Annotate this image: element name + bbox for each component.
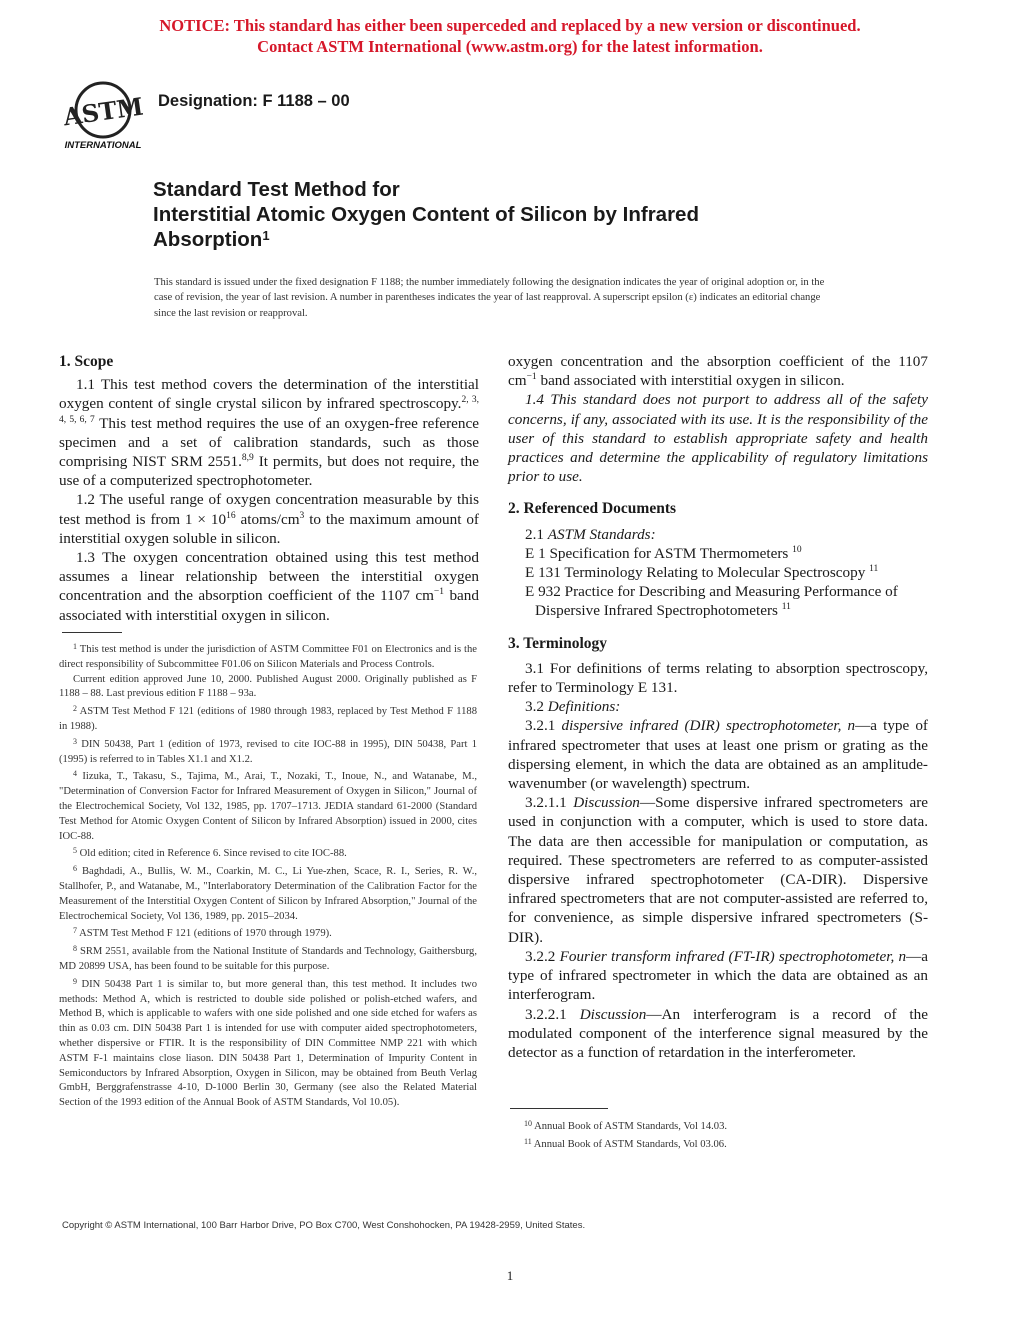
footnote-text: SRM 2551, available from the National Institute of Standards and Technology, Gaithersburg, MD 20899 USA, has been found to be suitable for this purpose.	[59, 946, 477, 972]
right-column	[508, 352, 928, 1062]
para-1-1: 1.1 This test method covers the determination of the interstitial oxygen content of single crystal silicon by infrared spectroscopy.$^{2, 3, 4, 5, 6, 7}$ This test method requires the use of an oxygen-free reference specimen and a set of calibration standards, such as those comprising NIST SRM 2551.$^{8,9}$ It permits, but does not require, the use of a computerized spectrophotometer.	[59, 376, 480, 490]
footnote	[59, 924, 477, 942]
designation: Designation: F 1188 – 00	[158, 92, 350, 110]
footnote-number: 10	[524, 1119, 532, 1128]
footnote-number: 4	[73, 769, 77, 779]
copyright-footer: Copyright © ASTM International, 100 Barr Harbor Drive, PO Box C700, West Conshohocken, PA 19428-2959, United States.	[62, 1220, 586, 1231]
section-2-heading: 2. Referenced Documents	[508, 500, 677, 518]
footnote-number: 6	[73, 864, 77, 874]
footnote	[59, 975, 477, 1111]
footnote	[59, 862, 477, 924]
footnote	[510, 1117, 928, 1135]
footnote-number: 5	[73, 846, 77, 856]
footnote-number: 3	[73, 736, 77, 746]
footnote-rule-right	[510, 1108, 608, 1109]
ref-e1: E 1 Specification for ASTM Thermometers $^{10}$	[525, 544, 802, 562]
section-1-heading: 1. Scope	[59, 353, 114, 370]
footnote	[59, 673, 477, 703]
footnote-text: Annual Book of ASTM Standards, Vol 14.03.	[534, 1121, 728, 1132]
footnote	[510, 1135, 928, 1153]
footnotes-left	[59, 640, 477, 1111]
footnote-text: Old edition; cited in Reference 6. Since revised to cite IOC-88.	[79, 848, 347, 860]
footnote-number: 9	[73, 976, 77, 986]
title-line-2: Interstitial Atomic Oxygen Content of Silicon by Infrared	[153, 203, 699, 226]
title-line-3: Absorption$^1$	[153, 228, 270, 251]
para-3-1: 3.1 For definitions of terms relating to absorption spectroscopy, refer to Terminology E 131.	[508, 659, 928, 697]
footnote-text: ASTM Test Method F 121 (editions of 1970 through 1979).	[79, 928, 332, 940]
para-3-2-1: 3.2.1 dispersive infrared (DIR) spectrophotometer, n—a type of infrared spectrometer that uses at least one prism or grating as the dispersing element, in which the data are obtained as an amplitude-wavenumber (or wavelength) spectrum.	[508, 717, 928, 793]
footnote-number: 7	[73, 926, 77, 936]
astm-logo-icon	[60, 78, 146, 152]
footnote-text: DIN 50438, Part 1 (edition of 1973, revised to cite IOC-88 in 1995), DIN 50438, Part 1 (1995) is referred to in Tables X1.1 and X1.2.	[59, 738, 477, 765]
footnote-text: This test method is under the jurisdiction of ASTM Committee F01 on Electronics and is the direct responsibility of Subcommittee F01.06 on Silicon Materials and Process Controls.	[59, 644, 477, 670]
footnote-text: ASTM Test Method F 121 (editions of 1980 through 1983, replaced by Test Method F 1188 in 1988).	[59, 706, 477, 732]
footnote	[59, 640, 477, 673]
footnote-number: 11	[524, 1136, 532, 1146]
footnote	[59, 844, 477, 862]
footnote-rule-left	[62, 632, 122, 633]
footnote-text: DIN 50438 Part 1 is similar to, but more general than, this test method. It includes two methods: Method A, which is restricted to double side polished or polish-etched wafers, and Method B, which is applicable to wafers with one side polished and one side etched for wafers as thin as 0.03 cm. DIN 50438 Part 1 is intended for use with computer aided spectrophotometers, whether dispersive or FTIR. It is the responsibility of DIN Committee NMP 221 with which ASTM F-1 maintains close liason. DIN 50438 Part 1, Determination of Impurity Content in Semiconductors by Infrared Absorption, Oxygen in Silicon, may be obtained from Beuth Verlag GmbH, Berggrafenstrasse 4-10, D-1000 Berlin 30, Germany (see also the Related Material Section of the 1993 edition of the Annual Book of ASTM Standards, Vol 10.05).	[59, 978, 477, 1109]
footnotes-right	[510, 1117, 928, 1153]
footnote	[59, 767, 477, 844]
title-line-1: Standard Test Method for	[153, 178, 400, 201]
footnote-number: 8	[73, 944, 77, 954]
para-2-1: 2.1 ASTM Standards:	[525, 525, 656, 543]
footnote-text: Iizuka, T., Takasu, S., Tajima, M., Arai, T., Nozaki, T., Inoue, N., and Watanabe, M., "Determination of Conversion Factor for Infrared Measurement of Oxygen in Silicon," Journal of the Electrochemical Society, Vol 132, 1985, pp. 1707–1713. JEDIA standard 61-2000 (Standard Test Method for Atomic Oxygen Content of Silicon by Infrared Absorption) issued in 2000, cites IOC-88.	[59, 771, 477, 842]
footnote-text: Current edition approved June 10, 2000. Published August 2000. Originally published as F 1188 – 88. Last previous edition F 1188 – 93a.	[59, 673, 477, 700]
footnote-text: Annual Book of ASTM Standards, Vol 03.06.	[533, 1138, 727, 1150]
section-3-heading: 3. Terminology	[508, 634, 608, 652]
para-3-2: 3.2 Definitions:	[525, 698, 621, 716]
para-3-2-1-1: 3.2.1.1 Discussion—Some dispersive infrared spectrometers are used in conjunction with a computer, which is used to store data. The data are then accessible for manipulation or computation, as required. These spectrometers are referred to as computer-assisted dispersive infrared spectrophotometer (CA-DIR). Dispersive infrared spectrometers that are not computer-assisted are referred to, for convenience, as simple dispersive infrared spectrometers (S-DIR).	[508, 794, 928, 946]
page-number: 1	[506, 1268, 514, 1283]
logo-letters: ASTM	[61, 91, 146, 132]
para-3-2-2-1: 3.2.2.1 Discussion—An interferogram is a record of the modulated component of the interference signal measured by the detector as a function of retardation in the interferometer.	[508, 1005, 928, 1061]
para-3-2-2: 3.2.2 Fourier transform infrared (FT-IR) spectrophotometer, n—a type of infrared spectrometer in which the data are obtained as an interferogram.	[508, 947, 929, 1004]
para-1-3: 1.3 The oxygen concentration obtained using this test method assumes a linear relationship between the interstitial oxygen concentration and the absorption coefficient of the 1107 $cm^{-1}$ band associated with interstitial oxygen in silicon.	[59, 549, 479, 624]
footnote-number: 2	[73, 704, 77, 714]
ref-e932: E 932 Practice for Describing and Measuring Performance of Dispersive Infrared Spectrophotometers $^{11}$	[525, 583, 898, 620]
footnote	[59, 735, 477, 768]
notice-line-1: NOTICE: This standard has either been superceded and replaced by a new version or discontinued.	[159, 16, 861, 35]
astm-logo	[60, 78, 146, 152]
logo-caption: INTERNATIONAL	[64, 140, 142, 151]
para-1-4: 1.4 This standard does not purport to address all of the safety concerns, if any, associated with its use. It is the responsibility of the user of this standard to establish appropriate safety and health practices and determine the applicability of regulatory limitations prior to use.	[508, 391, 928, 486]
footnote	[59, 942, 477, 975]
intro-paragraph: This standard is issued under the fixed designation F 1188; the number immediately following the designation indicates the year of original adoption or, in the case of revision, the year of last revision. A number in parentheses indicates the year of last reapproval. A superscript epsilon (ε) indicates an editorial change since the last revision or reapproval.	[154, 277, 825, 319]
ref-e131: E 131 Terminology Relating to Molecular Spectroscopy $^{11}$	[525, 564, 879, 582]
footnote	[59, 702, 477, 735]
left-column	[59, 352, 480, 624]
footnote-number: 1	[73, 642, 77, 651]
notice-line-2: Contact ASTM International (www.astm.org) for the latest information.	[257, 37, 763, 56]
para-1-3-cont: oxygen concentration and the absorption coefficient of the 1107 $cm^{-1}$ band associated with interstitial oxygen in silicon.	[508, 353, 928, 390]
para-1-2: 1.2 The useful range of oxygen concentration measurable by this test method is from $1 \times 10^{16}$ atoms/$cm^3$ to the maximum amount of interstitial oxygen soluble in silicon.	[59, 491, 479, 547]
footnote-text: Baghdadi, A., Bullis, W. M., Coarkin, M. C., Li Yue-zhen, Scace, R. I., Series, R. W., Stallhofer, P., and Watanabe, M., "Interlaboratory Determination of the Calibration Factor for the Measurement of the Interstitial Oxygen Content of Silicon by Infrared Absorption," Journal of the Electrochemical Society, Vol 136, 1989, pp. 2015–2034.	[59, 866, 477, 922]
